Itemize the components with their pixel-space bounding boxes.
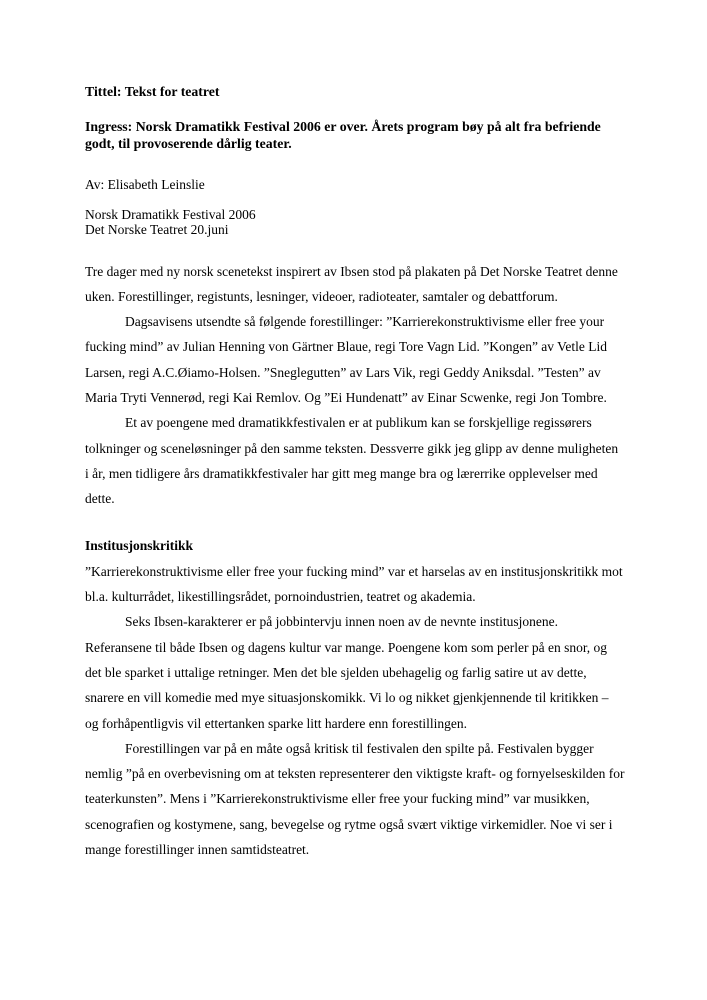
- event-name: Norsk Dramatikk Festival 2006: [85, 206, 256, 222]
- paragraph-intro: Tre dager med ny norsk scenetekst inspirert av Ibsen stod på plakaten på Det Norske Teatret denne uken. Forestillinger, registunts, lesninger, videoer, radioteater, samtaler og debattforum.: [85, 263, 618, 304]
- document-title: Tittel: Tekst for teatret: [85, 84, 220, 99]
- paragraph-performances: Dagsavisens utsendte så følgende forestillinger: ”Karrierekonstruktivisme eller free your fucking mind” av Julian Henning von Gärtner Blaue, regi Tore Vagn Lid. ”Kongen” av Vetle Lid Larsen, regi A.C.Øiamo-Holsen. ”Sneglegutten” av Lars Vik, regi Geddy Aniksdal. ”Testen” av Maria Tryti Vennerød, regi Kai Remlov. Og ”Ei Hundenatt” av Einar Scwenke, regi Jon Tombre.: [85, 314, 608, 405]
- paragraph-festival-point: Et av poengene med dramatikkfestivalen er at publikum kan se forskjellige regissørers tolkninger og sceneløsninger på den samme teksten. Dessverre gikk jeg glipp av denne muligheten i år, men tidligere års dramatikkfestivaler har gitt meg mange bra og lærerrike opplevelser med dette.: [85, 415, 619, 507]
- paragraph-ibsen-karakterer: Seks Ibsen-karakterer er på jobbintervju innen noen av de nevnte institusjonene. Referansene til både Ibsen og dagens kultur var mange. Poengene kom som perler på en snor, og det ble sparket i uttalige retninger. Men det ble sjelden ubehagelig og farlig satire ut av dette, snarere en vill komedie med mye situasjonskomikk. Vi lo og nikket gjenkjennende til kritikken – og forhåpentligvis vil ettertanken sparke litt hardere enn forestillingen.: [85, 614, 609, 731]
- document-ingress: Ingress: Norsk Dramatikk Festival 2006 er over. Årets program bøy på alt fra befriende godt, til provoserende dårlig teater.: [85, 119, 601, 151]
- paragraph-festival-kritikk: Forestillingen var på en måte også kritisk til festivalen den spilte på. Festivalen bygger nemlig ”på en overbevisning om at teksten representerer den viktigste kraft- og fornyelseskilden for teaterkunsten”. Mens i ”Karrierekonstruktivisme eller free your fucking mind” var musikken, scenografien og kostymene, sang, bevegelse og rytme også svært viktige virkemidler. Noe vi ser i mange forestillinger innen samtidsteatret.: [85, 740, 625, 858]
- event-venue-date: Det Norske Teatret 20.juni: [85, 222, 229, 237]
- paragraph-harselas: ”Karrierekonstruktivisme eller free your fucking mind” var et harselas av en institusjonskritikk mot bl.a. kulturrådet, likestillingsrådet, pornoindustrien, teatret og akademia.: [85, 563, 623, 605]
- byline: Av: Elisabeth Leinslie: [85, 177, 205, 192]
- section-heading-institusjonskritikk: Institusjonskritikk: [85, 538, 194, 554]
